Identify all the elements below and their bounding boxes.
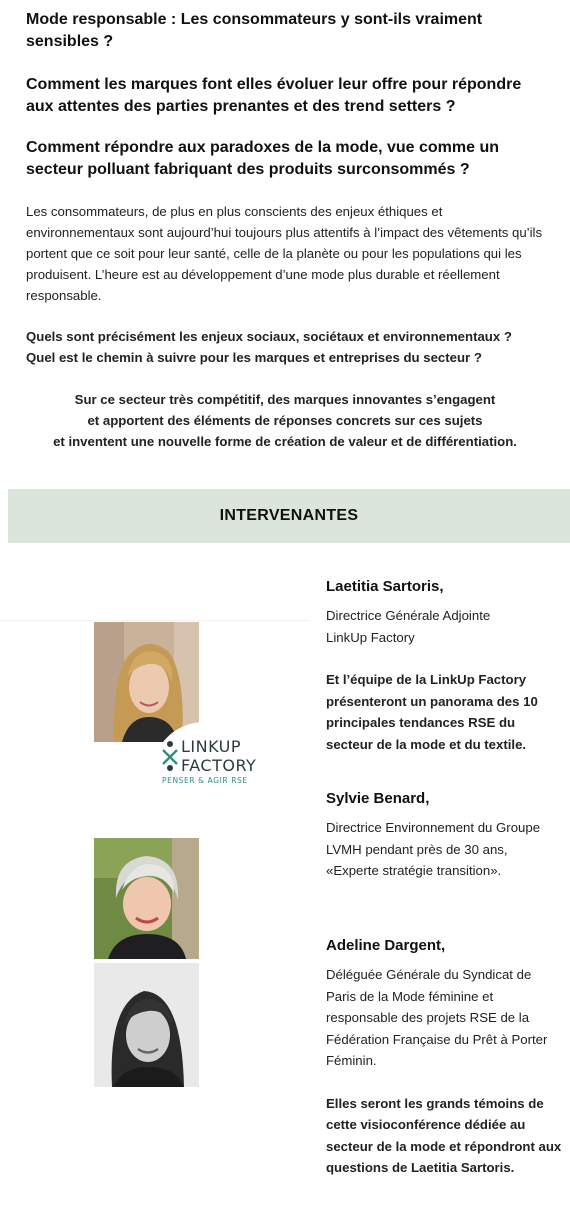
speaker-laetitia xyxy=(326,576,562,755)
question-1: Mode responsable : Les consommateurs y sont-ils vraiment sensibles ? xyxy=(26,11,483,50)
linkup-mark-icon xyxy=(162,740,178,772)
sector-note-line-2: et apportent des éléments de réponses concrets sur ces sujets xyxy=(87,413,483,428)
speaker-role: Directrice Environnement du Groupe LVMH pendant près de 30 ans, «Experte stratégie transition». xyxy=(326,820,541,878)
speaker-role: Déléguée Générale du Syndicat de Paris de la Mode féminine et responsable des projets RSE de la Fédération Française du Prêt à Porter Féminin. xyxy=(326,967,548,1068)
speaker-photo-sylvie xyxy=(94,838,199,959)
speaker-role-line: LinkUp Factory xyxy=(326,629,415,645)
speaker-name: Laetitia Sartoris, xyxy=(326,578,444,595)
divider xyxy=(0,620,310,621)
key-question-2: Quel est le chemin à suivre pour les marques et entreprises du secteur ? xyxy=(26,350,482,365)
logo-line-1: LINKUP xyxy=(181,737,242,756)
section-header xyxy=(8,489,570,543)
speaker-photo-laetitia xyxy=(94,622,199,742)
question-3: Comment répondre aux paradoxes de la mode, vue comme un secteur polluant fabriquant des produits surconsommés ? xyxy=(26,139,500,178)
key-questions xyxy=(26,326,556,368)
logo-line-2: FACTORY xyxy=(181,756,257,775)
sector-note-line-3: et inventent une nouvelle forme de création de valeur et de différentiation. xyxy=(53,434,517,449)
sector-note-line-1: Sur ce secteur très compétitif, des marques innovantes s’engagent xyxy=(74,392,496,407)
speaker-adeline xyxy=(326,935,562,1179)
section-title: INTERVENANTES xyxy=(219,507,359,524)
speaker-role-line: Directrice Générale Adjointe xyxy=(326,608,491,623)
speaker-note: Et l’équipe de la LinkUp Factory présenteront un panorama des 10 principales tendances RSE du secteur de la mode et du textile. xyxy=(326,672,538,752)
speaker-name: Adeline Dargent, xyxy=(326,937,446,954)
closing-note: Elles seront les grands témoins de cette visioconférence dédiée au secteur de la mode et répondront aux questions de Laetitia Sartoris. xyxy=(326,1095,562,1175)
sector-note xyxy=(0,389,570,452)
question-2: Comment les marques font elles évoluer leur offre pour répondre aux attentes des parties prenantes et des trend setters ? xyxy=(26,76,522,115)
intro-paragraph: Les consommateurs, de plus en plus conscients des enjeux éthiques et environnementaux sont aujourd’hui toujours plus attentifs à l’impact des vêtements qu’ils portent que ce soit pour leur santé, celle de la planète ou pour les populations qui les produisent. L’heure est au développement d’une mode plus durable et réellement responsable. xyxy=(26,204,543,303)
speaker-photo-adeline xyxy=(94,963,199,1087)
speaker-name: Sylvie Benard, xyxy=(326,790,430,807)
key-question-1: Quels sont précisément les enjeux sociaux, sociétaux et environnementaux ? xyxy=(26,329,512,344)
speaker-sylvie xyxy=(326,788,562,882)
logo-tagline: PENSER & AGIR RSE xyxy=(162,776,248,785)
